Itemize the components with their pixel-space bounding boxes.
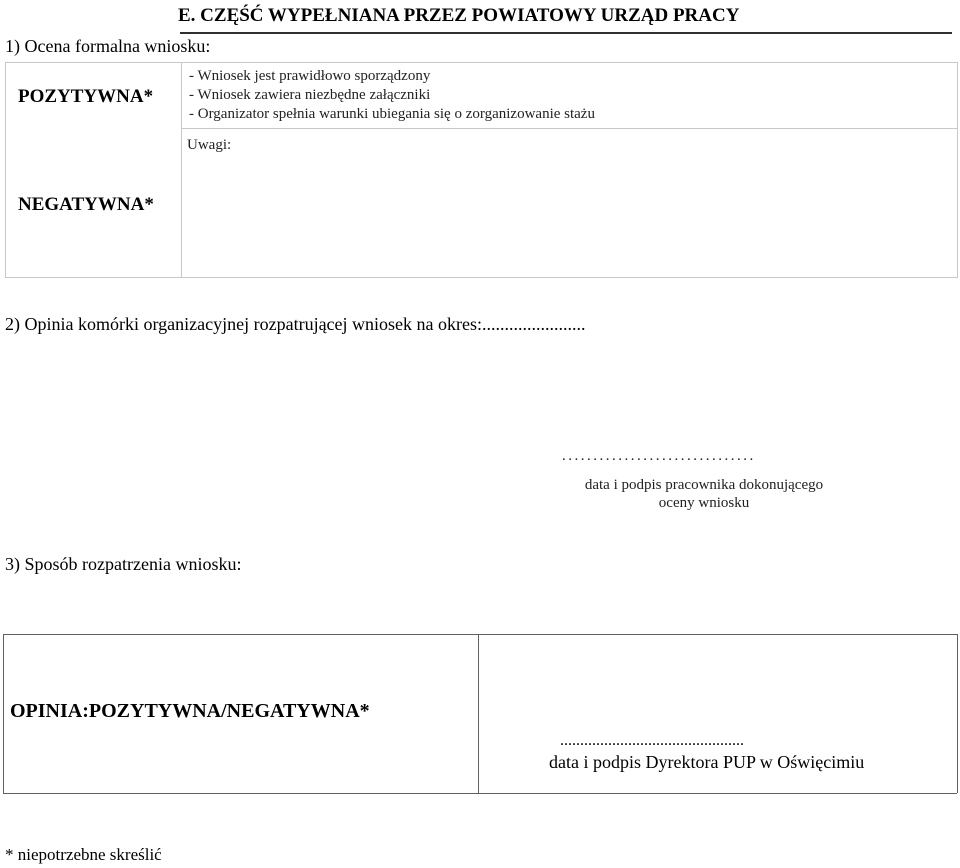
decision-table-bottom-border	[3, 793, 957, 794]
table-left-border	[5, 62, 6, 277]
section-title: E. CZĘŚĆ WYPEŁNIANA PRZEZ POWIATOWY URZĄD PRACY	[178, 5, 740, 26]
criterion-correctly-prepared: - Wniosek jest prawidłowo sporządzony	[189, 68, 431, 84]
decision-table-right-border	[957, 634, 958, 793]
decision-table-divider	[478, 634, 479, 793]
formal-assessment-label: 1) Ocena formalna wniosku:	[5, 36, 211, 56]
employee-signature-dots[interactable]: ...............................	[562, 448, 756, 464]
criteria-remarks-divider	[182, 128, 957, 129]
unit-opinion-label: 2) Opinia komórki organizacyjnej rozpatrującej wniosek na okres:.......................	[5, 314, 586, 334]
director-signature-caption: data i podpis Dyrektora PUP w Oświęcimiu	[549, 752, 865, 772]
table-bottom-border	[5, 277, 958, 278]
criterion-organizer-eligible: - Organizator spełnia warunki ubiegania się o zorganizowanie stażu	[189, 106, 595, 122]
final-opinion-option[interactable]: OPINIA:POZYTYWNA/NEGATYWNA*	[10, 700, 370, 722]
table-column-divider	[181, 62, 182, 277]
table-right-border	[957, 62, 958, 277]
footnote: * niepotrzebne skreślić	[5, 845, 162, 864]
processing-method-label: 3) Sposób rozpatrzenia wniosku:	[5, 554, 242, 574]
criterion-attachments: - Wniosek zawiera niezbędne załączniki	[189, 87, 431, 103]
decision-table-left-border	[3, 634, 4, 793]
table-top-border	[5, 62, 958, 63]
decision-table-top-border	[3, 634, 957, 635]
remarks-field[interactable]	[184, 158, 954, 274]
negative-option[interactable]: NEGATYWNA*	[18, 194, 154, 215]
remarks-label: Uwagi:	[187, 137, 232, 153]
title-underline	[180, 32, 952, 34]
positive-option[interactable]: POZYTYWNA*	[18, 86, 154, 107]
director-signature-dots[interactable]: ..............................................	[560, 732, 744, 749]
employee-signature-caption: data i podpis pracownika dokonującego	[584, 477, 824, 493]
employee-signature-caption-line2: oceny wniosku	[658, 495, 750, 511]
